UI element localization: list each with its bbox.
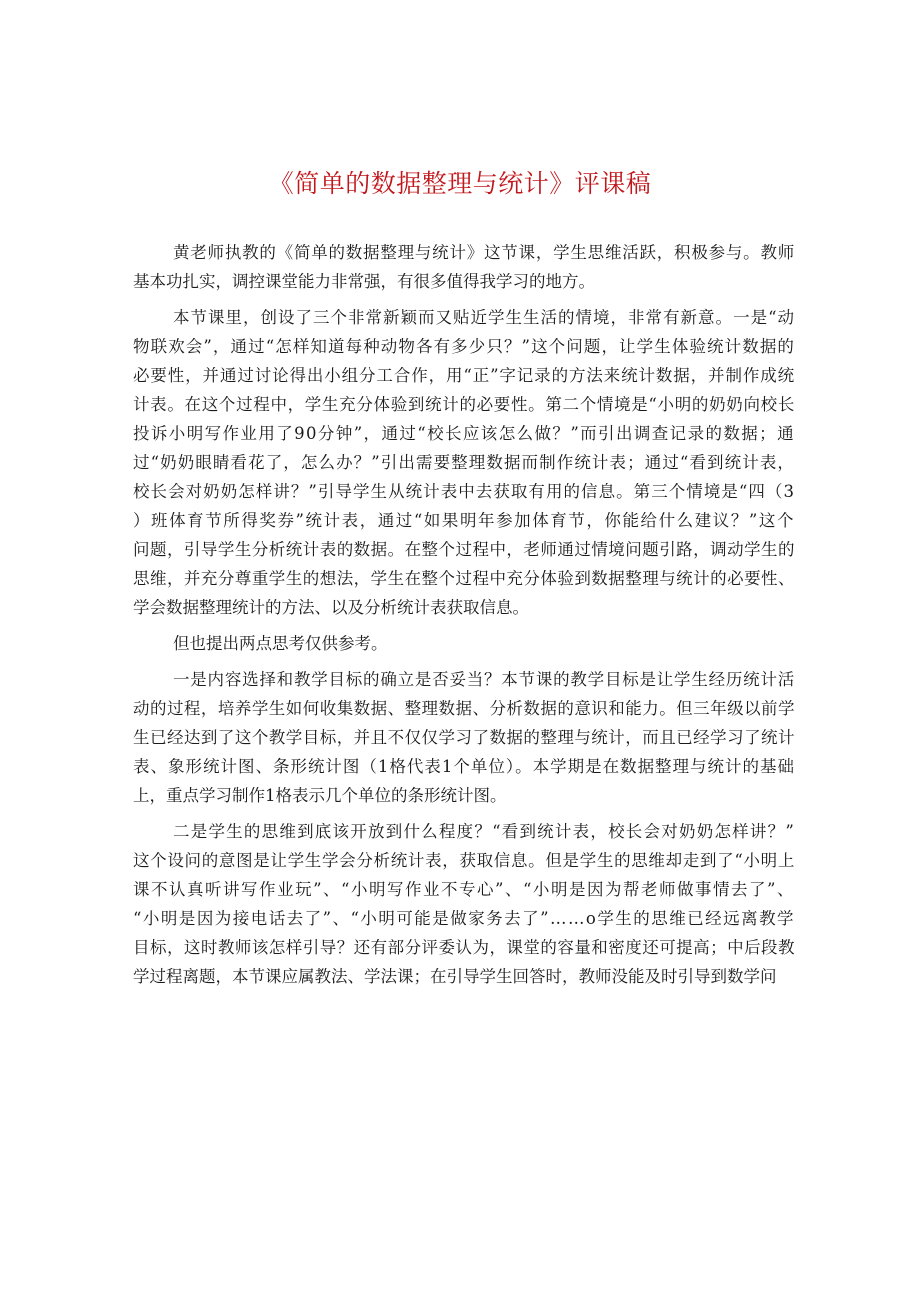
document-title: 《简单的数据整理与统计》评课稿 [268, 169, 652, 198]
paragraph-1 [133, 238, 795, 296]
text-line: 基本功扎实，调控课堂能力非常强，有很多值得我学习的地方。 [133, 272, 595, 291]
text-line: 黄老师执教的《简单的数据整理与统计》这节课，学生思维活跃，积极参与。教师 [173, 243, 795, 262]
text-line: 本节课里，创设了三个非常新颖而又贴近学生生活的情境，非常有新意。一是“动 [173, 308, 795, 327]
text-line: 课不认真听讲写作业玩”、“小明写作业不专心”、“小明是因为帮老师做事情去了”、 [133, 880, 795, 899]
paragraph-5 [133, 817, 795, 991]
text-line: 投诉小明写作业用了90分钟”，通过“校长应该怎么做？”而引出调查记录的数据；通 [133, 424, 795, 443]
text-line: 计表。在这个过程中，学生充分体验到统计的必要性。第二个情境是“小明的奶奶向校长 [133, 395, 795, 414]
text-line: ）班体育节所得奖券”统计表，通过“如果明年参加体育节，你能给什么建议？”这个 [133, 511, 795, 530]
text-line: 动的过程，培养学生如何收集数据、整理数据、分析数据的意识和能力。但三年级以前学 [133, 699, 795, 718]
text-line: 过“奶奶眼睛看花了，怎么办？”引出需要整理数据而制作统计表；通过“看到统计表， [133, 453, 795, 472]
paragraph-4 [133, 665, 795, 810]
text-line: 思维，并充分尊重学生的想法，学生在整个过程中充分体验到数据整理与统计的必要性、 [133, 569, 795, 588]
text-line: 必要性，并通过讨论得出小组分工合作，用“正”字记录的方法来统计数据，并制作成统 [133, 366, 795, 385]
text-line: 物联欢会”，通过“怎样知道每种动物各有多少只？”这个问题，让学生体验统计数据的 [133, 337, 795, 356]
text-line: 问题，引导学生分析统计表的数据。在整个过程中，老师通过情境问题引路，调动学生的 [133, 540, 795, 559]
text-line: 表、象形统计图、条形统计图（1格代表1个单位）。本学期是在数据整理与统计的基础 [133, 757, 795, 776]
text-line: 这个设问的意图是让学生学会分析统计表，获取信息。但是学生的思维却走到了“小明上 [133, 851, 795, 870]
text-line: 目标，这时教师该怎样引导？还有部分评委认为，课堂的容量和密度还可提高；中后段教 [133, 938, 795, 957]
text-line: “小明是因为接电话去了”、“小明可能是做家务去了”……o学生的思维已经远离教学 [133, 909, 795, 928]
paragraph-3 [133, 629, 795, 658]
text-line: 校长会对奶奶怎样讲？”引导学生从统计表中去获取有用的信息。第三个情境是“四（3 [133, 482, 795, 501]
paragraph-2 [133, 303, 795, 622]
text-line: 上，重点学习制作1格表示几个单位的条形统计图。 [133, 786, 507, 805]
text-line: 一是内容选择和教学目标的确立是否妥当？本节课的教学目标是让学生经历统计活 [173, 670, 795, 689]
text-line: 学会数据整理统计的方法、以及分析统计表获取信息。 [133, 598, 529, 617]
document-body [133, 238, 795, 991]
text-line: 但也提出两点思考仅供参考。 [173, 634, 388, 653]
text-line: 二是学生的思维到底该开放到什么程度？“看到统计表，校长会对奶奶怎样讲？” [173, 822, 795, 841]
text-line: 生已经达到了这个教学目标，并且不仅仅学习了数据的整理与统计，而且已经学习了统计 [133, 728, 795, 747]
text-line: 学过程离题，本节课应属教法、学法课；在引导学生回答时，教师没能及时引导到数学问 [133, 967, 777, 986]
